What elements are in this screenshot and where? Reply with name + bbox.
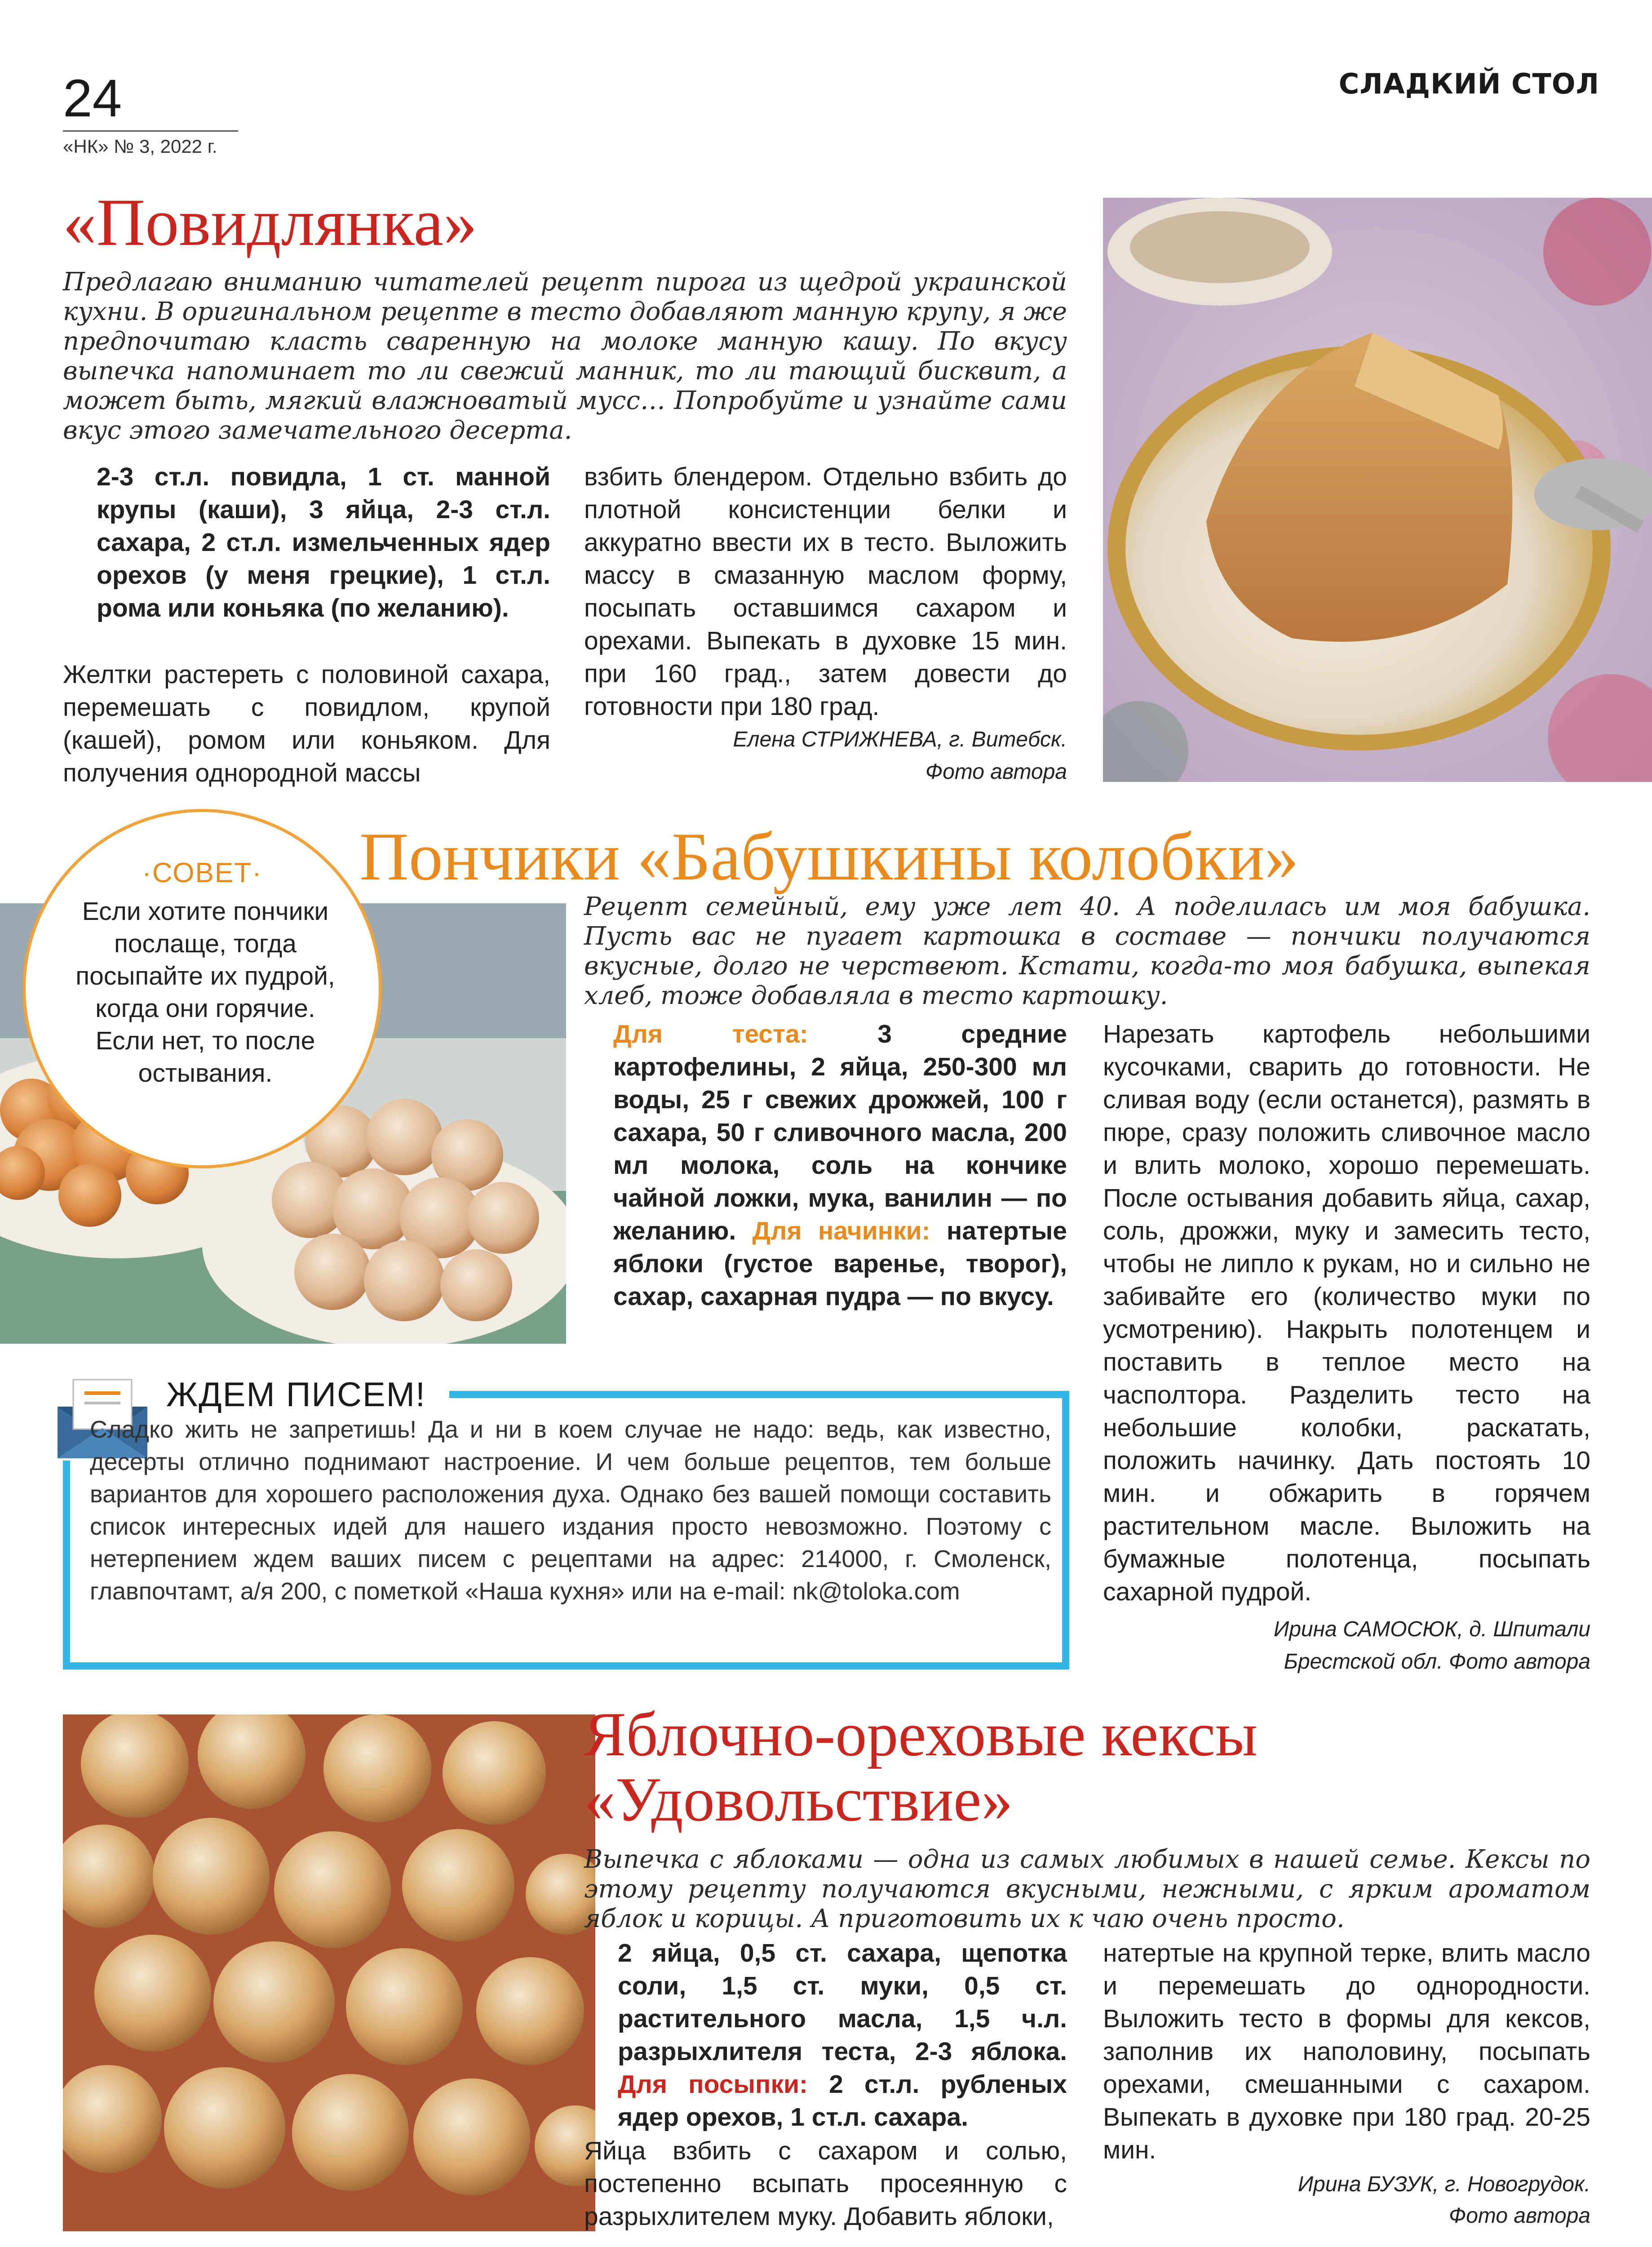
article3-intro: Выпечка с яблоками — одна из самых любимых в нашей семье. Кексы по этому рецепту получаются вкусными, нежными, с ярким ароматом яблок и корицы. А приготовить их к чаю очень просто. [584,1845,1590,1933]
article2-method: Нарезать картофель небольшими кусочками, сварить до готовности. Не сливая воду (если останется), размять в пюре, сразу положить сливочное масло и влить молоко, хорошо перемешать. После остывания добавить яйца, сахар, соль, дрожжи, муку и замесить тесто, чтобы не липло к рукам, но и сильно не забивайте его (количество муки по усмотрению). Накрыть полотенцем и поставить в теплое место на часполтора. Разделить тесто на небольшие колобки, раскатать, положить начинку. Дать постоять 10 мин. и обжарить в горячем растительном масле. Выложить на бумажные полотенца, посыпать сахарной пудрой. [1103,1020,1590,1606]
page-number: 24 [63,69,122,128]
dough-label: Для теста: [613,1020,808,1048]
letters-title: ЖДЕМ ПИСЕМ! [166,1375,435,1414]
topping-ingredients: 2 ст.л. рубленых ядер орехов, 1 ст.л. сахара. [618,2070,1067,2132]
issue-label: «НК» № 3, 2022 г. [63,136,217,157]
article3-photo-credit: Фото автора [1448,2204,1590,2228]
article1-title: «Повидлянка» [63,185,478,260]
header-divider [63,130,238,132]
letters-box-left-border [63,1461,70,1670]
article1-intro: Предлагаю вниманию читателей рецепт пирога из щедрой украинской кухни. В оригинальном рецепте в тесто добавляют манную крупу, я же предпочитаю класть сваренную на молоке манную кашу. По вкусу выпечка напоминает то ли свежий манник, то ли тающий бисквит, а может быть, мягкий влажноватый мусс… Попробуйте и узнайте сами вкус этого замечательного десерта. [63,267,1067,445]
article1-method-left: Желтки растереть с половиной сахара, перемешать с повидлом, крупой (кашей), ромом или коньяком. Для получения однородной массы [63,660,550,787]
article1-photo-credit: Фото автора [925,760,1067,784]
article3-title-line1: Яблочно-ореховые кексы [584,1700,1258,1769]
article2-author: Ирина САМОСЮК, д. Шпитали [1273,1617,1590,1641]
article2-author-place: Брестской обл. Фото автора [1284,1650,1590,1674]
topping-label: Для посыпки: [618,2070,808,2099]
article2-intro: Рецепт семейный, ему уже лет 40. А поделилась им моя бабушка. Пусть вас не пугает картошка в составе — пончики получаются вкусные, долго не черствеют. Кстати, когда-то моя бабушка, выпекая хлеб, тоже добавляла в тесто картошку. [584,892,1590,1010]
article1-ingredients: 2-3 ст.л. повидла, 1 ст. манной крупы (каши), 3 яйца, 2-3 ст.л. сахара, 2 ст.л. измельченных ядер орехов (у меня грецкие), 1 ст.л. рома или коньяка (по желанию). [97,462,550,622]
letters-text: Сладко жить не запретишь! Да и ни в коем случае не надо: ведь, как известно, десерты отлично поднимают настроение. И чем больше рецептов, тем больше вариантов для хорошего расположения духа. Однако без вашей помощи составить список интересных идей для нашего издания просто невозможно. Поэтому с нетерпением ждем ваших писем с рецептами на адрес: 214000, г. Смоленск, главпочтамт, а/я 200, с пометкой «Наша кухня» или на e-mail: nk@toloka.com [90,1416,1051,1605]
advice-text: Если хотите пончики послаще, тогда посыпайте их пудрой, когда они горячие. Если нет, то после остывания. [75,897,335,1088]
article3-method-right: натертые на крупной терке, влить масло и перемешать до однородности. Выложить тесто в формы для кексов, заполнив их наполовину, посыпать орехами, смешанными с сахаром. Выпекать в духовке при 180 град. 20-25 мин. [1103,1939,1590,2164]
article2-ingredients [613,1018,1067,1313]
article1-method-right: взбить блендером. Отдельно взбить до плотной консистенции белки и аккуратно ввести их в тесто. Выложить массу в смазанную маслом форму, посыпать оставшимся сахаром и орехами. Выпекать в духовке 15 мин. при 160 град., затем довести до готовности при 180 град. [584,462,1067,721]
advice-callout [22,809,382,1168]
article3-ingredients [618,1937,1067,2134]
advice-title: ·СОВЕТ· [142,857,262,888]
filling-ingredients: натертые яблоки (густое варенье, творог), сахар, сахарная пудра — по вкусу. [613,1217,1067,1311]
article2-title: Пончики «Бабушкины колобки» [359,819,1299,894]
article3-title-line2: «Удовольствие» [584,1765,1013,1834]
article1-author: Елена СТРИЖНЕВА, г. Витебск. [733,728,1067,751]
muffin-ingredients: 2 яйца, 0,5 ст. сахара, щепотка соли, 1,5 ст. муки, 0,5 ст. растительного масла, 1,5 ч.л. разрыхлителя теста, 2-3 яблока. [618,1939,1067,2066]
article3-method-left: Яйца взбить с сахаром и солью, постепенно всыпать просеянную с разрыхлителем муку. Добавить яблоки, [584,2136,1067,2231]
filling-label: Для начинки: [752,1217,930,1245]
letters-box-top-border [449,1391,1069,1398]
muffins-photo [63,1714,595,2231]
dough-ingredients: 3 средние картофелины, 2 яйца, 250-300 мл воды, 25 г свежих дрожжей, 100 г сахара, 50 г сливочного масла, 200 мл молока, соль на кончике чайной ложки, мука, ванилин — по желанию. [613,1020,1067,1245]
cake-photo [1103,198,1652,782]
article3-author: Ирина БУЗУК, г. Новогрудок. [1298,2172,1590,2196]
section-title: СЛАДКИЙ СТОЛ [1338,67,1599,100]
